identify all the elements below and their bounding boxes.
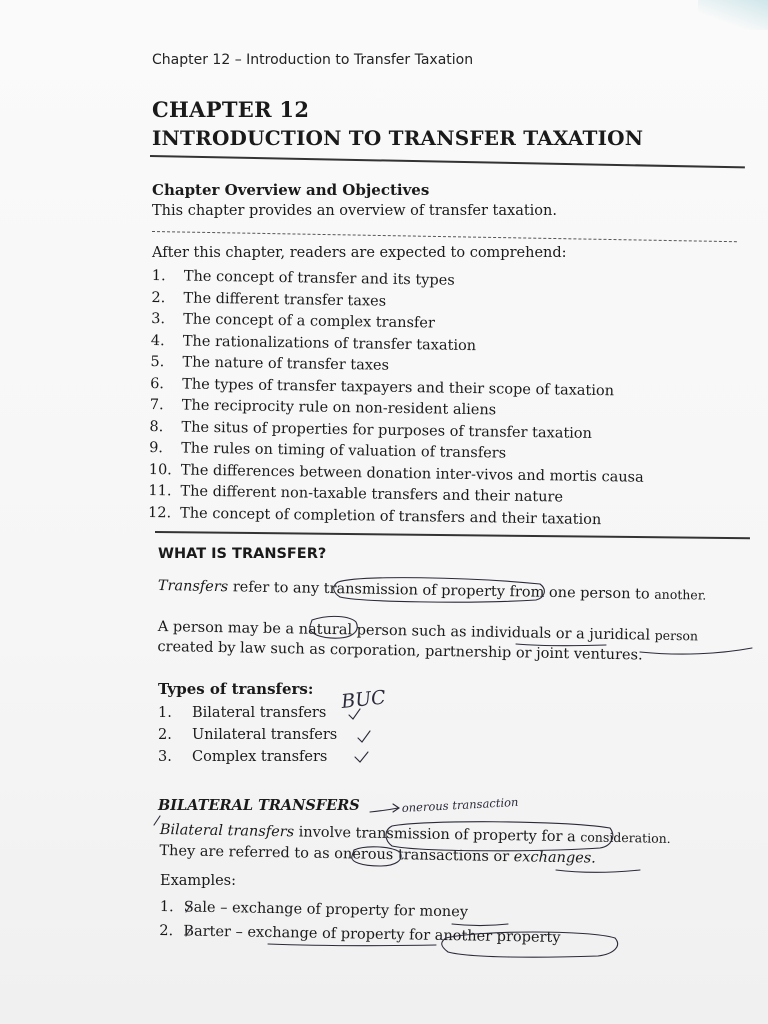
transfer-definition (158, 578, 707, 604)
objectives-divider (155, 531, 750, 539)
list-item (158, 724, 337, 746)
item-number: 10. (148, 461, 172, 478)
objectives-intro: After this chapter, readers are expected to comprehend: (152, 245, 567, 261)
item-text: The different transfer taxes (183, 289, 387, 310)
person-line1-tail: person (654, 627, 699, 644)
item-number: 11. (148, 482, 172, 500)
item-text: The concept of completion of transfers and their taxation (179, 504, 602, 528)
bilateral-line1-tail: consideration. (580, 829, 671, 846)
handwritten-note-bilateral: onerous transaction (401, 794, 519, 815)
item-text: The types of transfer taxpayers and their scope of taxation (182, 375, 615, 399)
item-number: 2. (159, 922, 174, 940)
ink-underline (556, 870, 640, 872)
types-heading: Types of transfers: (158, 680, 314, 698)
page-corner (698, 0, 768, 30)
item-text: Bilateral transfers (192, 705, 327, 721)
objectives-list (148, 266, 752, 533)
item-text: The concept of transfer and its types (183, 268, 455, 289)
running-head: Chapter 12 – Introduction to Transfer Taxation (152, 52, 474, 68)
bilateral-line2: They are referred to as onerous transactions or (159, 842, 514, 866)
item-number: 2. (151, 289, 166, 306)
list-item (158, 702, 337, 724)
item-number: 3. (158, 749, 172, 765)
item-text: The situs of properties for purposes of transfer taxation (181, 418, 593, 442)
item-text: The differences between donation inter-vivos and mortis causa (180, 461, 644, 486)
dashed-divider (152, 231, 737, 242)
examples-heading: Examples: (160, 873, 236, 889)
person-definition (157, 617, 758, 667)
person-line2: created by law such as corporation, partnership or joint ventures. (157, 638, 643, 664)
types-list (158, 702, 337, 768)
item-number: 1. (151, 267, 166, 285)
item-text: Barter – exchange of property for another property (183, 923, 561, 946)
item-text: The rules on timing of valuation of transfers (181, 440, 507, 462)
item-number: 3. (151, 310, 166, 328)
item-text: The rationalizations of transfer taxation (182, 332, 477, 354)
bilateral-line1: involve transmission of property for a (293, 824, 581, 846)
item-number: 1. (158, 705, 172, 721)
item-text: The reciprocity rule on non-resident aliens (181, 397, 497, 419)
chapter-title: INTRODUCTION TO TRANSFER TAXATION (152, 126, 644, 150)
checkmark-icon (358, 731, 370, 742)
section-heading-bilateral: BILATERAL TRANSFERS (158, 797, 360, 814)
person-line1: A person may be a natural person such as individuals or a juridical (157, 618, 655, 644)
item-number: 1. (159, 898, 174, 916)
item-text: Unilateral transfers (192, 727, 338, 743)
item-number: 4. (150, 332, 165, 349)
item-text: The concept of a complex transfer (183, 311, 435, 332)
item-text: The nature of transfer taxes (182, 354, 390, 374)
list-item (158, 746, 337, 768)
term-transfers: Transfers (157, 578, 229, 596)
item-text: Sale – exchange of property for money (183, 899, 469, 921)
checkmark-icon (349, 709, 360, 719)
item-text: The different non-taxable transfers and their nature (180, 483, 564, 506)
item-number: 6. (150, 375, 165, 392)
item-number: 2. (158, 727, 172, 743)
handwritten-note-types: BUC (340, 686, 387, 713)
checkmark-icon (355, 752, 368, 762)
term-bilateral: Bilateral transfers (159, 821, 295, 841)
item-text: Complex transfers (192, 749, 328, 765)
section-heading-what-is-transfer: WHAT IS TRANSFER? (158, 546, 327, 562)
chapter-number: CHAPTER 12 (152, 97, 310, 122)
item-number: 8. (149, 418, 164, 435)
term-exchanges: exchanges. (513, 849, 596, 867)
item-number: 7. (149, 396, 164, 414)
arrow-icon (370, 804, 399, 812)
item-number: 12. (148, 504, 172, 521)
title-divider (150, 155, 745, 168)
item-number: 9. (149, 439, 164, 457)
item-number: 5. (150, 353, 165, 371)
examples-list (159, 895, 561, 950)
definition-tail: another. (654, 586, 707, 603)
overview-text: This chapter provides an overview of transfer taxation. (152, 203, 557, 219)
bilateral-definition (159, 819, 768, 873)
overview-heading: Chapter Overview and Objectives (152, 181, 430, 199)
definition-text: refer to any transmission of property from one person to (228, 579, 655, 603)
